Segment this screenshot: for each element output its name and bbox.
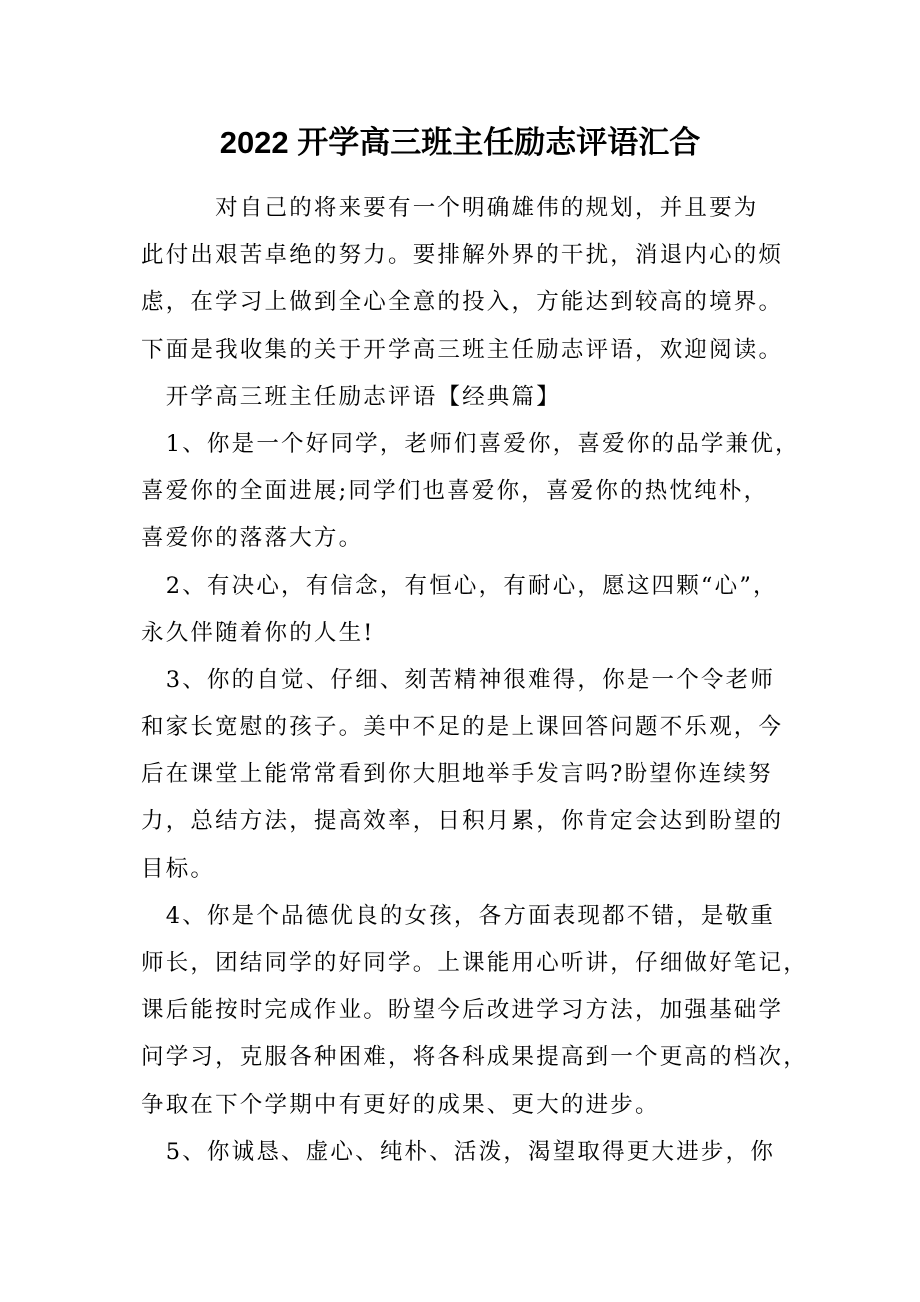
document-title: 2022 开学高三班主任励志评语汇合	[219, 125, 701, 160]
comment-item-2	[141, 563, 791, 657]
section-heading: 开学高三班主任励志评语【经典篇】	[141, 383, 561, 410]
comment-item-1	[141, 421, 800, 563]
comment-line: 5、你诚恳、虚心、纯朴、活泼，渴望取得更大进步，你	[141, 1138, 776, 1165]
comment-line: 目标。	[141, 855, 216, 882]
comment-line: 力，总结方法，提高效率，日积月累，你肯定会达到盼望的	[141, 808, 784, 835]
comment-line: 课后能按时完成作业。盼望今后改进学习方法，加强基础学	[141, 997, 784, 1024]
intro-line: 虑，在学习上做到全心全意的投入，方能达到较高的境界。	[141, 289, 784, 316]
comment-line: 后在课堂上能常常看到你大胆地举手发言吗?盼望你连续努	[141, 761, 773, 788]
comment-line: 师长，团结同学的好同学。上课能用心听讲，仔细做好笔记，	[141, 950, 808, 976]
intro-line: 下面是我收集的关于开学高三班主任励志评语，欢迎阅读。	[141, 336, 784, 363]
comment-line: 争取在下个学期中有更好的成果、更大的进步。	[141, 1091, 660, 1118]
intro-paragraph	[141, 185, 791, 374]
intro-line: 对自己的将来要有一个明确雄伟的规划，并且要为	[141, 195, 759, 221]
comment-item-4	[141, 893, 808, 1129]
comment-line: 喜爱你的全面进展;同学们也喜爱你，喜爱你的热忱纯朴，	[141, 478, 769, 505]
comment-line: 永久伴随着你的人生!	[141, 619, 375, 646]
comment-item-3	[141, 657, 791, 893]
comment-item-5	[141, 1129, 791, 1176]
comment-line: 3、你的自觉、仔细、刻苦精神很难得，你是一个令老师	[141, 666, 776, 693]
comment-line: 2、有决心，有信念，有恒心，有耐心，愿这四颗“心”，	[141, 572, 778, 599]
comment-line: 和家长宽慰的孩子。美中不足的是上课回答问题不乐观，今	[141, 714, 784, 741]
comment-line: 4、你是个品德优良的女孩，各方面表现都不错，是敬重	[141, 902, 776, 929]
comment-line: 问学习，克服各种困难，将各科成果提高到一个更高的档次，	[141, 1044, 808, 1071]
document-body	[141, 185, 808, 1176]
intro-line: 此付出艰苦卓绝的努力。要排解外界的干扰，消退内心的烦	[141, 242, 784, 269]
comment-line: 喜爱你的落落大方。	[141, 525, 364, 552]
comment-line: 1、你是一个好同学，老师们喜爱你，喜爱你的品学兼优，	[141, 430, 800, 457]
